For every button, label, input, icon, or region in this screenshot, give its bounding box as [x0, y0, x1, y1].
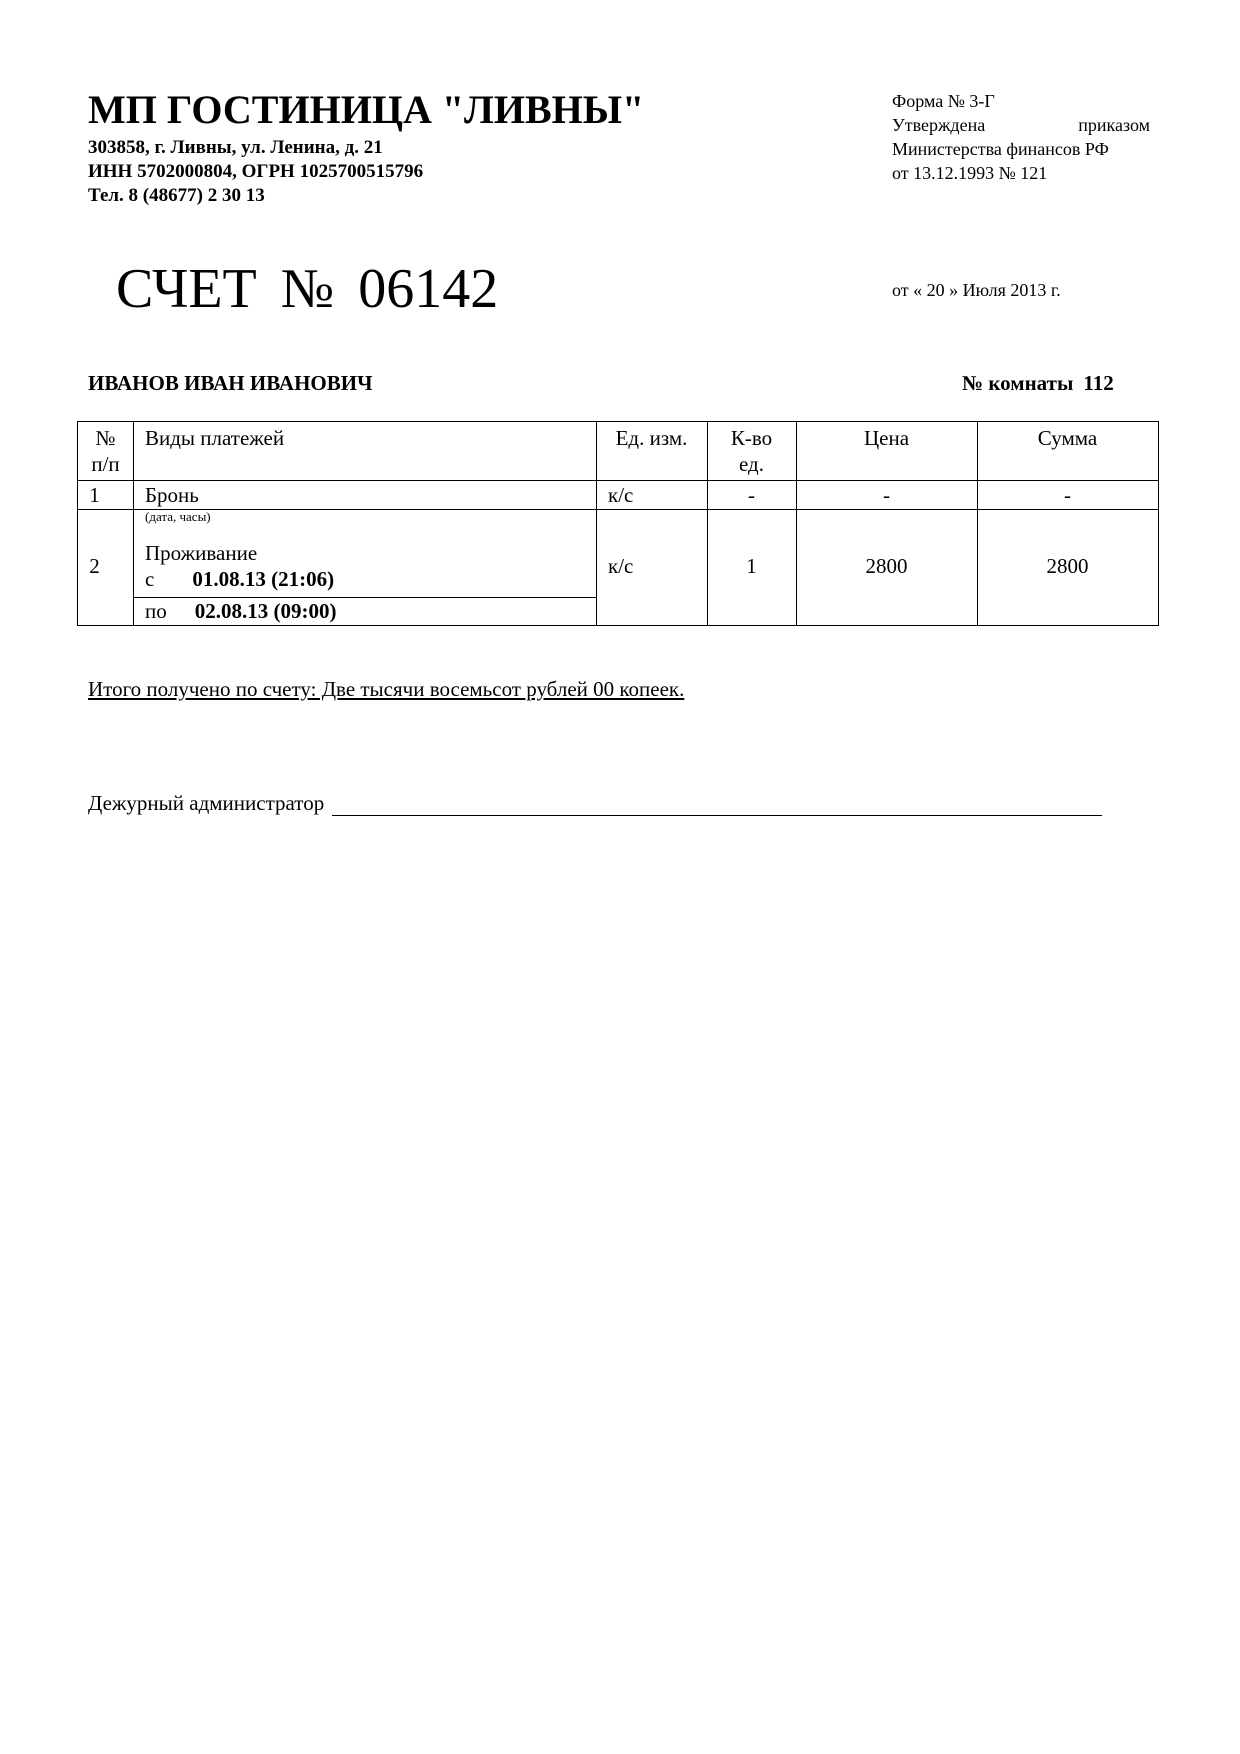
header-qty: [707, 425, 796, 477]
header-num: [78, 425, 133, 477]
header-num-line2: п/п: [91, 452, 120, 476]
row1-unit: к/с: [608, 483, 634, 507]
table-divider: [78, 480, 1158, 481]
row1-price: -: [883, 483, 890, 507]
table-divider: [596, 422, 597, 625]
hotel-address: 303858, г. Ливны, ул. Ленина, д. 21: [88, 137, 383, 158]
form-order-date: от 13.12.1993 № 121: [892, 163, 1048, 183]
header-num-line1: №: [95, 426, 116, 450]
invoice-title: [116, 256, 498, 322]
row2-num: 2: [89, 554, 100, 578]
row2-note: (дата, часы): [145, 509, 211, 524]
table-divider: [796, 422, 797, 625]
row2-sum: 2800: [1046, 554, 1089, 578]
row2-to-label: по: [145, 599, 167, 623]
invoice-date: от « 20 » Июля 2013 г.: [892, 280, 1061, 300]
form-number: Форма № 3-Г: [892, 91, 995, 111]
row2-type: Проживание: [145, 541, 258, 565]
admin-signature-line: [88, 790, 1102, 816]
hotel-inn-ogrn: ИНН 5702000804, ОГРН 1025700515796: [88, 161, 424, 182]
header-unit: Ед. изм.: [615, 426, 688, 450]
row2-unit: к/с: [608, 554, 634, 578]
row2-to-value: 02.08.13 (09:00): [194, 599, 337, 623]
form-order-word: приказом: [1078, 115, 1150, 135]
invoice-title-word: СЧЕТ: [116, 258, 257, 320]
admin-label: Дежурный администратор: [88, 791, 325, 815]
form-approved-line: [892, 113, 1150, 137]
table-divider: [133, 422, 134, 625]
table-divider: [78, 509, 1158, 510]
invoice-number-sign: №: [280, 258, 335, 320]
payments-table: [77, 421, 1159, 626]
form-approved-word: Утверждена: [892, 115, 986, 135]
room-label: № комнаты: [962, 371, 1074, 395]
header-price: Цена: [863, 426, 910, 450]
header-qty-line1: К-во: [730, 426, 773, 450]
signature-blank: [332, 797, 1102, 816]
room-info: [962, 370, 1114, 396]
row1-type: Бронь: [145, 483, 199, 507]
hotel-name: МП ГОСТИНИЦА "ЛИВНЫ": [88, 87, 645, 132]
row1-qty: -: [748, 483, 755, 507]
invoice-number: 06142: [358, 258, 499, 320]
row2-qty: 1: [746, 554, 757, 578]
header-qty-line2: ед.: [739, 452, 764, 476]
row2-from: [145, 566, 334, 592]
row1-sum: -: [1064, 483, 1071, 507]
row2-to: [145, 598, 336, 624]
header-sum: Сумма: [1037, 426, 1098, 450]
row2-from-label: с: [145, 567, 155, 591]
row2-price: 2800: [865, 554, 908, 578]
header-payment-type: Виды платежей: [145, 426, 285, 450]
hotel-phone: Тел. 8 (48677) 2 30 13: [88, 185, 265, 206]
row2-from-value: 01.08.13 (21:06): [192, 567, 335, 591]
row1-num: 1: [89, 483, 100, 507]
customer-name: ИВАНОВ ИВАН ИВАНОВИЧ: [88, 371, 373, 395]
form-ministry: Министерства финансов РФ: [892, 139, 1109, 159]
total-received-text: Итого получено по счету: Две тысячи восемьсот рублей 00 копеек.: [88, 677, 685, 701]
room-number: 112: [1083, 371, 1114, 395]
form-approval-block: [892, 89, 1150, 185]
table-divider: [977, 422, 978, 625]
